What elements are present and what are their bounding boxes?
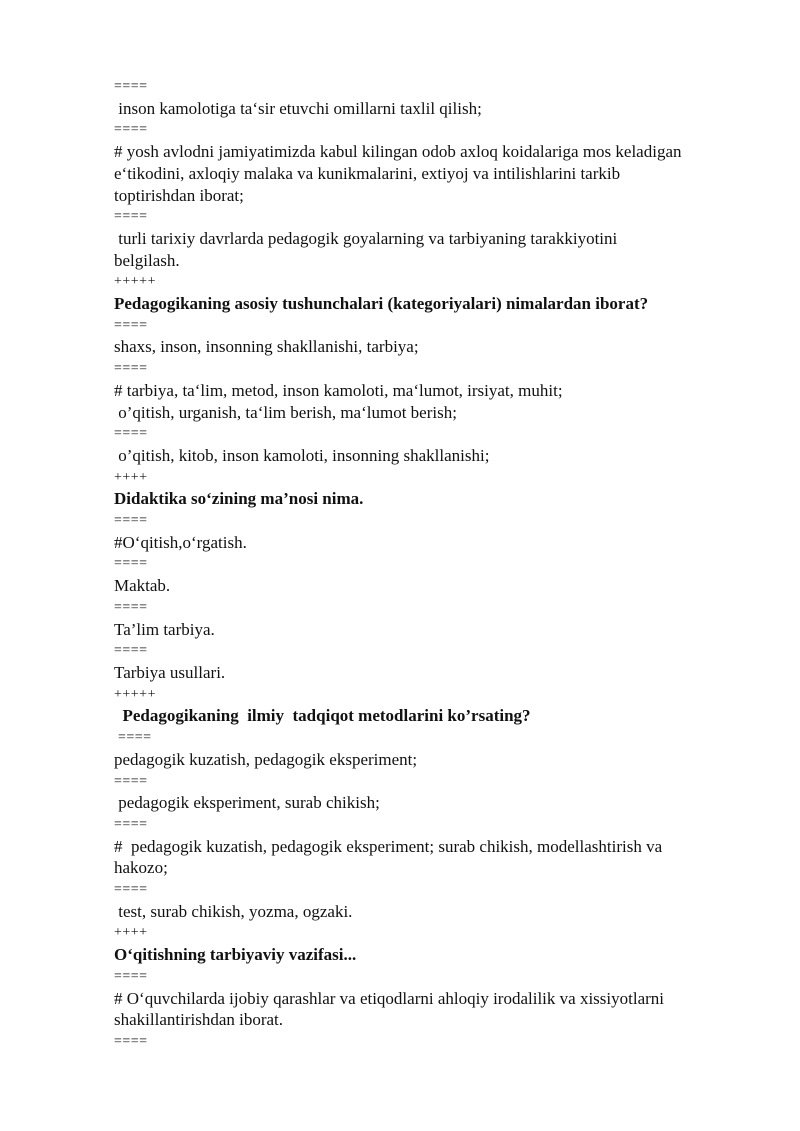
answer-line: e‘tikodini, axloqiy malaka va kunikmalarini, extiyoj va intilishlarini tarkib (114, 163, 621, 183)
answer-line: o’qitish, urganish, ta‘lim berish, ma‘lumot berish; (114, 402, 457, 422)
separator-line: ==== (114, 556, 148, 572)
separator-line: ==== (114, 317, 148, 333)
answer-line: Ta’lim tarbiya. (114, 619, 215, 639)
question-line: Didaktika so‘zining ma’nosi nima. (114, 489, 364, 509)
answer-line: # yosh avlodni jamiyatimizda kabul kilingan odob axloq koidalariga mos keladigan (114, 142, 682, 162)
separator-line: ==== (114, 513, 148, 529)
separator-line: ++++ (114, 469, 148, 485)
separator-line: +++++ (114, 274, 156, 290)
answer-line: Maktab. (114, 576, 171, 596)
answer-line: # O‘quvchilarda ijobiy qarashlar va etiqodlarni ahloqiy irodalilik va xissiyotlarni (114, 988, 665, 1008)
answer-line: hakozo; (114, 858, 168, 878)
answer-line: Tarbiya usullari. (114, 662, 226, 682)
answer-line: pedagogik eksperiment, surab chikish; (114, 793, 380, 813)
answer-line: shakillantirishdan iborat. (114, 1010, 284, 1030)
separator-line: ==== (114, 643, 148, 659)
answer-line: # tarbiya, ta‘lim, metod, inson kamoloti, ma‘lumot, irsiyat, muhit; (114, 380, 563, 400)
separator-line: ==== (114, 361, 148, 377)
separator-line: ==== (114, 209, 148, 225)
question-line: Pedagogikaning ilmiy tadqiqot metodlarini ko’rsating? (114, 706, 531, 726)
answer-line: turli tarixiy davrlarda pedagogik goyalarning va tarbiyaning tarakkiyotini (114, 228, 618, 248)
separator-line: ==== (114, 599, 148, 615)
separator-line: ==== (114, 773, 148, 789)
separator-line: +++++ (114, 686, 156, 702)
separator-line: ++++ (114, 925, 148, 941)
separator-line: ==== (114, 816, 148, 832)
separator-line: ==== (114, 122, 148, 138)
answer-line: o’qitish, kitob, inson kamoloti, insonning shakllanishi; (114, 445, 490, 465)
document-page (114, 76, 754, 1053)
separator-line: ==== (114, 968, 148, 984)
separator-line: ==== (114, 882, 148, 898)
answer-line: #O‘qitish,o‘rgatish. (114, 532, 247, 552)
separator-line: ==== (114, 1033, 148, 1049)
answer-line: # pedagogik kuzatish, pedagogik eksperiment; surab chikish, modellashtirish va (114, 836, 663, 856)
question-line: Pedagogikaning asosiy tushunchalari (kategoriyalari) nimalardan iborat? (114, 294, 649, 314)
answer-line: toptirishdan iborat; (114, 185, 244, 205)
question-line: O‘qitishning tarbiyaviy vazifasi... (114, 945, 357, 965)
answer-line: test, surab chikish, yozma, ogzaki. (114, 901, 353, 921)
separator-line: ==== (114, 79, 148, 94)
answer-line: belgilash. (114, 250, 180, 270)
separator-line: ==== (114, 730, 152, 746)
separator-line: ==== (114, 426, 148, 442)
answer-line: inson kamolotiga ta‘sir etuvchi omillarni taxlil qilish; (114, 98, 482, 118)
answer-line: shaxs, inson, insonning shakllanishi, tarbiya; (114, 337, 419, 357)
answer-line: pedagogik kuzatish, pedagogik eksperiment; (114, 749, 418, 769)
